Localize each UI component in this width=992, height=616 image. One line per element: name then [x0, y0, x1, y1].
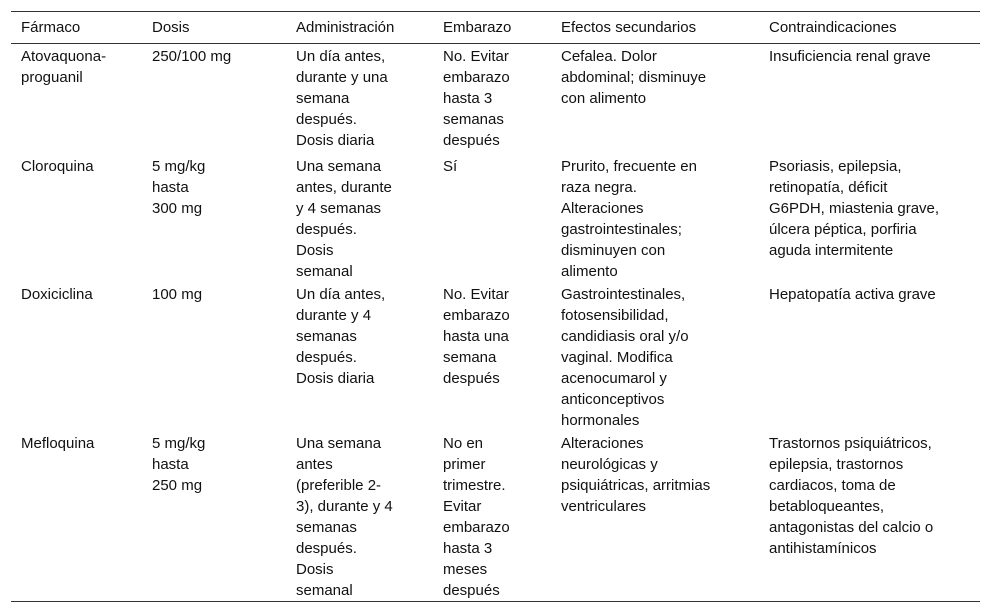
cell-embarazo: No. Evitar embarazo hasta una semana después [443, 286, 510, 387]
cell-administracion: Un día antes, durante y 4 semanas después. Dosis diaria [296, 286, 386, 387]
cell-efectos: Alteraciones neurológicas y psiquiátricas, arritmias ventriculares [551, 431, 759, 602]
cell-embarazo: Sí [443, 158, 458, 175]
cell-embarazo: No en primer trimestre. Evitar embarazo hasta 3 meses después [433, 431, 551, 602]
cell-contraindicaciones: Trastornos psiquiátricos, epilepsia, trastornos cardiacos, toma de betabloqueantes, antagonistas del calcio o antihistamínicos [759, 431, 980, 602]
header-contraindicaciones: Contraindicaciones [759, 12, 980, 44]
cell-dosis: 100 mg [152, 286, 203, 303]
cell-dosis: 5 mg/kg hasta 300 mg [152, 158, 206, 217]
header-dosis: Dosis [142, 12, 286, 44]
cell-dosis: 5 mg/kg hasta 250 mg [142, 431, 286, 602]
header-embarazo: Embarazo [433, 12, 551, 44]
table-row [11, 431, 980, 602]
cell-efectos: Gastrointestinales, fotosensibilidad, candidiasis oral y/o vaginal. Modifica acenocumarol y anticonceptivos hormonales [561, 286, 689, 429]
cell-administracion: Un día antes, durante y una semana después. Dosis diaria [296, 48, 388, 149]
cell-embarazo: No. Evitar embarazo hasta 3 semanas después [443, 48, 510, 149]
table-row [11, 282, 980, 431]
cell-administracion: Una semana antes, durante y 4 semanas después. Dosis semanal [296, 158, 392, 280]
cell-efectos: Prurito, frecuente en raza negra. Alteraciones gastrointestinales; disminuyen con alimento [561, 158, 697, 280]
header-efectos-secundarios: Efectos secundarios [551, 12, 759, 44]
table-header-row [11, 12, 980, 44]
cell-contraindicaciones: Insuficiencia renal grave [769, 48, 931, 65]
header-farmaco: Fármaco [11, 12, 142, 44]
cell-contraindicaciones: Psoriasis, epilepsia, retinopatía, déficit G6PDH, miastenia grave, úlcera péptica, porfiria aguda intermitente [769, 158, 940, 259]
cell-administracion: Una semana antes (preferible 2- 3), durante y 4 semanas después. Dosis semanal [286, 431, 433, 602]
table-row [11, 154, 980, 282]
cell-farmaco: Mefloquina [11, 431, 142, 602]
antimalarial-drugs-table [11, 11, 980, 602]
cell-farmaco: Cloroquina [21, 158, 94, 175]
cell-farmaco: Atovaquona- proguanil [21, 48, 107, 86]
table-row [11, 44, 980, 155]
cell-farmaco: Doxiciclina [21, 286, 93, 303]
cell-contraindicaciones: Hepatopatía activa grave [769, 286, 936, 303]
cell-efectos: Cefalea. Dolor abdominal; disminuye con alimento [561, 48, 707, 107]
header-administracion: Administración [286, 12, 433, 44]
cell-dosis: 250/100 mg [152, 48, 232, 65]
